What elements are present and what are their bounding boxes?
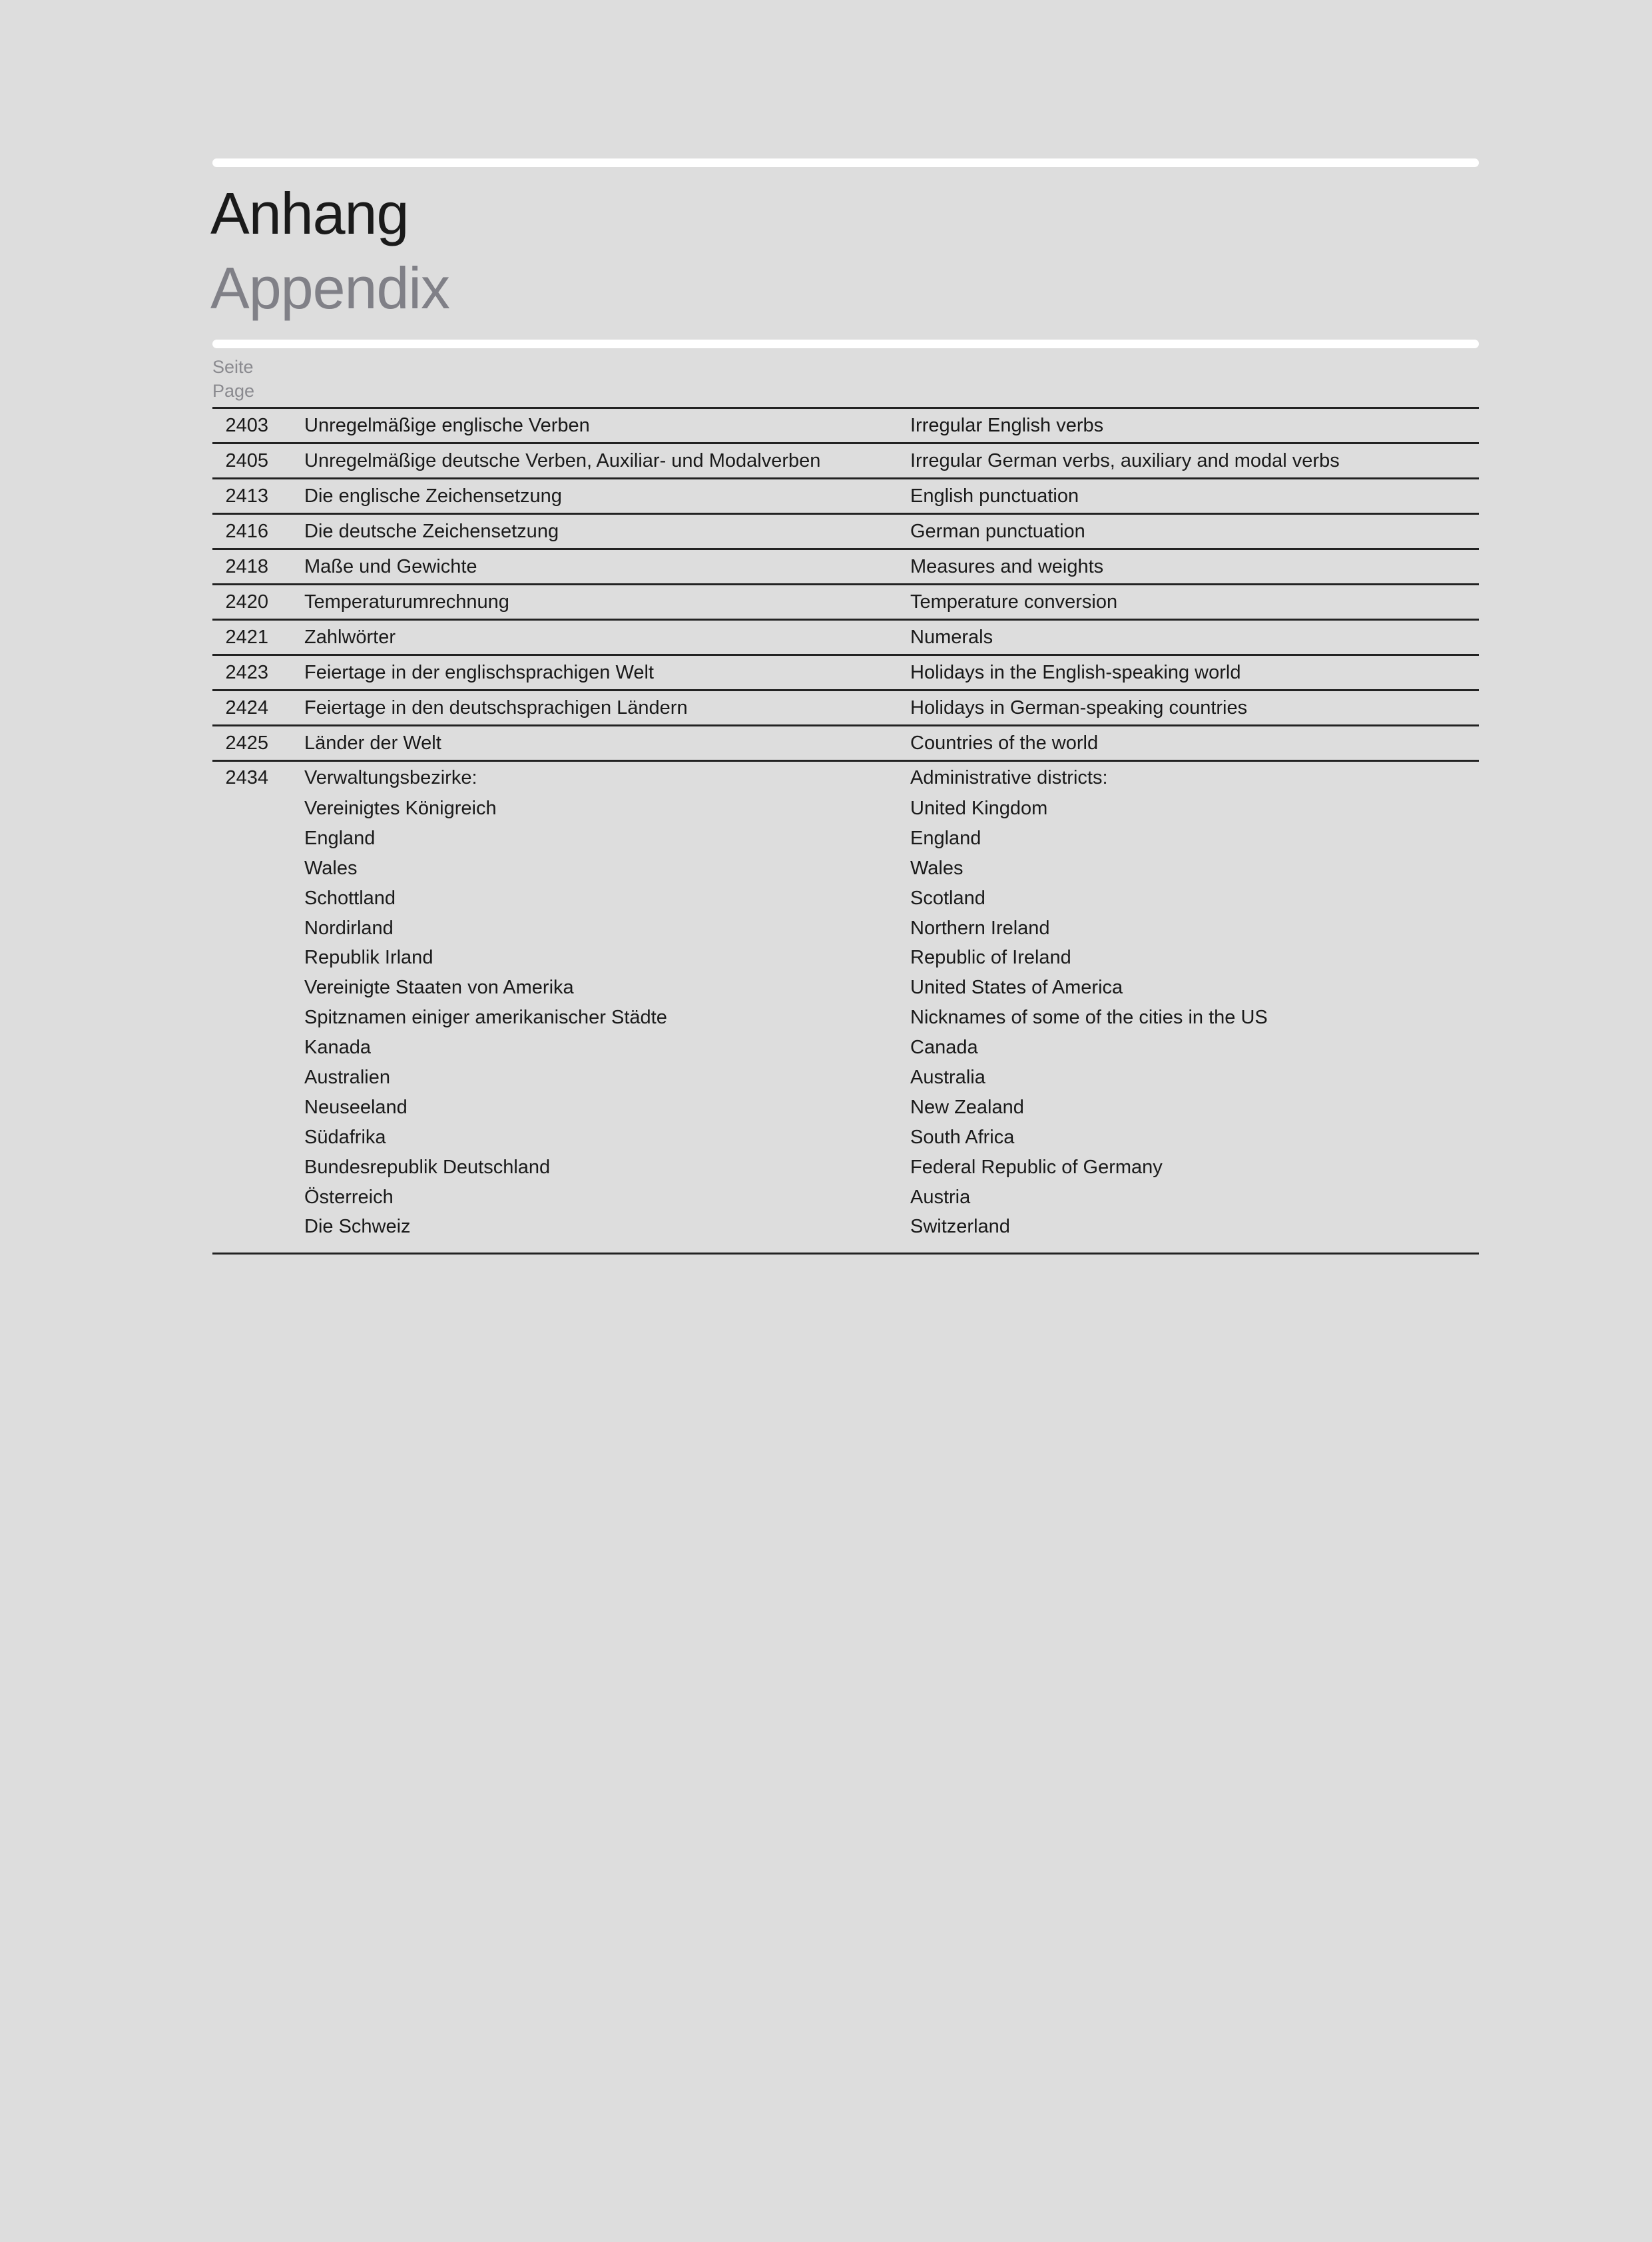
district-item — [212, 1094, 1479, 1124]
entry-title-english: Temperature conversion — [910, 591, 1118, 613]
entry-title-german: Zahlwörter — [304, 626, 396, 648]
page-number: 2403 — [225, 414, 268, 436]
district-item — [212, 1154, 1479, 1184]
page-number: 2434 — [225, 767, 268, 788]
district-german: Nordirland — [304, 917, 394, 939]
district-english: England — [910, 827, 981, 849]
entry-title-german: Temperaturumrechnung — [304, 591, 509, 613]
entry-title-german: Unregelmäßige deutsche Verben, Auxiliar- und Modalverben — [304, 449, 821, 471]
bottom-rule — [212, 340, 1479, 348]
entry-title-german: Feiertage in den deutschsprachigen Ländern — [304, 697, 688, 718]
page-number: 2424 — [225, 697, 268, 718]
district-german: Vereinigte Staaten von Amerika — [304, 977, 574, 999]
entry-title-english: Countries of the world — [910, 732, 1099, 754]
entry-title-english: Irregular English verbs — [910, 414, 1104, 436]
toc-entry[interactable] — [212, 515, 1479, 550]
district-german: Spitznamen einiger amerikanischer Städte — [304, 1007, 667, 1029]
entry-title-german: Unregelmäßige englische Verben — [304, 414, 590, 436]
district-item — [212, 974, 1479, 1004]
page-number: 2421 — [225, 626, 268, 648]
toc-entry[interactable] — [212, 726, 1479, 762]
title-german: Anhang — [210, 180, 409, 246]
district-english: Northern Ireland — [910, 917, 1050, 939]
toc-entry[interactable] — [212, 585, 1479, 621]
district-german: Vereinigtes Königreich — [304, 798, 497, 819]
entry-title-english: English punctuation — [910, 485, 1079, 507]
toc-entry[interactable] — [212, 444, 1479, 479]
district-english: Switzerland — [910, 1216, 1010, 1238]
district-german: Wales — [304, 857, 358, 879]
district-english: Nicknames of some of the cities in the US — [910, 1007, 1268, 1029]
entry-title-english: Holidays in German-speaking countries — [910, 697, 1248, 718]
toc-entry[interactable] — [212, 550, 1479, 585]
district-english: Republic of Ireland — [910, 947, 1071, 969]
district-item — [212, 915, 1479, 945]
district-item — [212, 1034, 1479, 1064]
district-english: Canada — [910, 1037, 978, 1059]
district-german: Australien — [304, 1067, 390, 1089]
district-english: United Kingdom — [910, 798, 1048, 819]
district-item — [212, 1004, 1479, 1034]
district-item — [212, 1064, 1479, 1094]
district-item — [212, 1184, 1479, 1214]
page-number: 2420 — [225, 591, 268, 613]
toc-entry[interactable] — [212, 656, 1479, 691]
page-number: 2423 — [225, 661, 268, 683]
district-english: South Africa — [910, 1126, 1015, 1148]
appendix-page — [212, 158, 1479, 1255]
district-german: Bundesrepublik Deutschland — [304, 1156, 551, 1178]
districts-sublist — [212, 795, 1479, 1253]
toc-entry[interactable] — [212, 621, 1479, 656]
entry-title-german: Länder der Welt — [304, 732, 441, 754]
entry-title-english: Holidays in the English-speaking world — [910, 661, 1241, 683]
district-german: Neuseeland — [304, 1096, 408, 1118]
entry-title-german: Maße und Gewichte — [304, 555, 477, 577]
district-item — [212, 885, 1479, 915]
district-item — [212, 944, 1479, 974]
toc-entry[interactable] — [212, 691, 1479, 726]
district-german: Österreich — [304, 1186, 394, 1208]
page-label-english: Page — [212, 381, 255, 401]
entry-title-english: Numerals — [910, 626, 993, 648]
district-german: Kanada — [304, 1037, 371, 1059]
top-rule — [212, 158, 1479, 167]
entry-title-english: Measures and weights — [910, 555, 1104, 577]
district-english: New Zealand — [910, 1096, 1024, 1118]
toc-entry[interactable] — [212, 479, 1479, 515]
district-english: Wales — [910, 857, 964, 879]
district-item — [212, 1124, 1479, 1154]
title-english: Appendix — [210, 255, 449, 321]
district-english: United States of America — [910, 977, 1123, 999]
table-of-contents — [212, 407, 1479, 1255]
district-german: Südafrika — [304, 1126, 386, 1148]
entry-title-german: Die deutsche Zeichensetzung — [304, 520, 559, 542]
district-item — [212, 855, 1479, 885]
entry-title-german: Die englische Zeichensetzung — [304, 485, 562, 507]
entry-title-german: Feiertage in der englischsprachigen Welt — [304, 661, 654, 683]
district-english: Austria — [910, 1186, 971, 1208]
toc-entry[interactable] — [212, 409, 1479, 444]
entry-title-german: Verwaltungsbezirke: — [304, 767, 477, 788]
district-german: Die Schweiz — [304, 1216, 411, 1238]
district-english: Federal Republic of Germany — [910, 1156, 1163, 1178]
district-german: Schottland — [304, 887, 396, 909]
district-item — [212, 795, 1479, 825]
district-german: Republik Irland — [304, 947, 433, 969]
page-column-label — [212, 355, 1479, 403]
entry-title-english: German punctuation — [910, 520, 1085, 542]
district-item — [212, 825, 1479, 855]
district-english: Scotland — [910, 887, 985, 909]
page-number: 2405 — [225, 449, 268, 471]
page-number: 2425 — [225, 732, 268, 754]
district-german: England — [304, 827, 376, 849]
entry-title-english: Administrative districts: — [910, 767, 1108, 788]
toc-entry-districts[interactable] — [212, 762, 1479, 1255]
page-number: 2416 — [225, 520, 268, 542]
district-item — [212, 1213, 1479, 1243]
page-number: 2413 — [225, 485, 268, 507]
page-label-german: Seite — [212, 357, 254, 377]
page-number: 2418 — [225, 555, 268, 577]
district-english: Australia — [910, 1067, 985, 1089]
entry-title-english: Irregular German verbs, auxiliary and modal verbs — [910, 449, 1340, 471]
